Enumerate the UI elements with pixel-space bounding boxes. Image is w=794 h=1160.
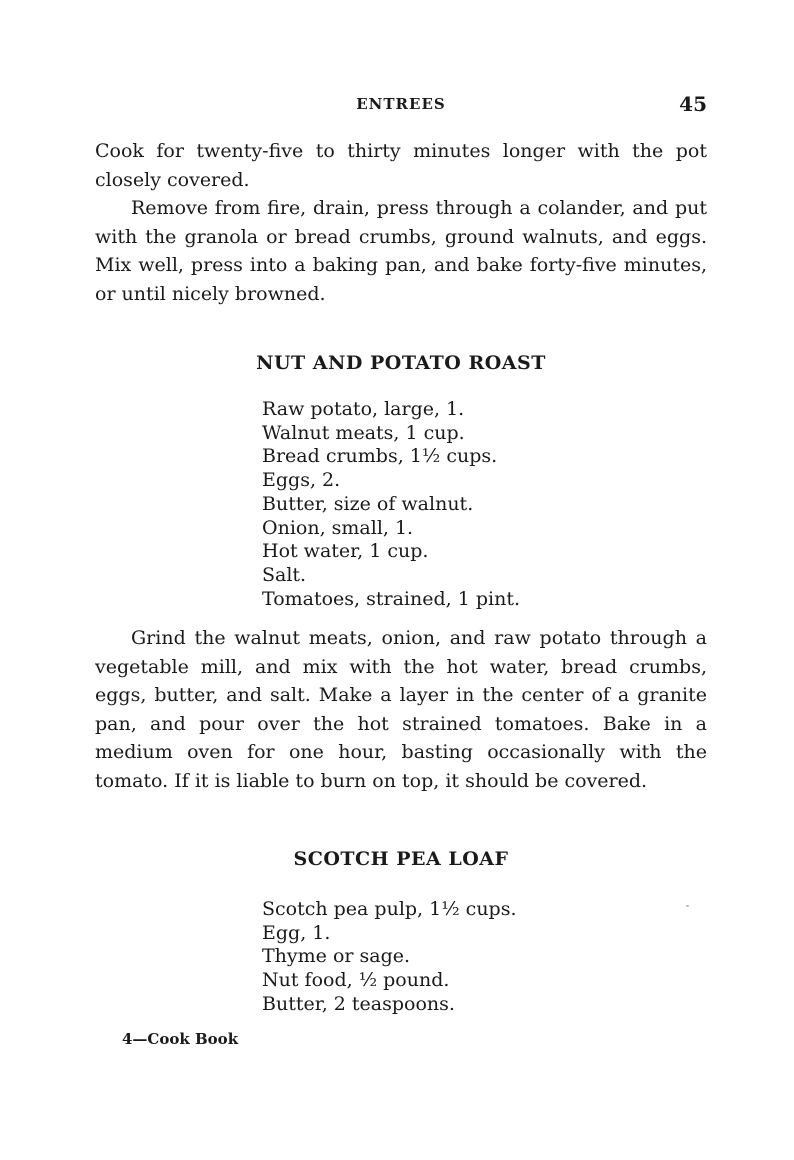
ingredient-list-nut-potato-roast [262, 398, 520, 611]
ingredient-item: Egg, 1. [262, 921, 331, 944]
running-title: ENTREES [356, 95, 446, 113]
recipe-title-scotch-pea-loaf: SCOTCH PEA LOAF [293, 848, 509, 870]
ingredient-item: Onion, small, 1. [262, 516, 414, 539]
ingredient-item: Thyme or sage. [262, 945, 411, 968]
directions-paragraph: Grind the walnut meats, onion, and raw potato through a vegetable mill, and mix with the hot water, bread crumbs, eggs, butter, and salt. Make a layer in the center of a granite pan, and pour over the hot strained tomatoes. Bake in a medium oven for one hour, basting occasionally with the tomato. If it is liable to burn on top, it should be covered. [95, 627, 707, 792]
intro-paragraph-1: Cook for twenty-five to thirty minutes longer with the pot closely covered. [95, 140, 707, 191]
page-number: 45 [679, 92, 707, 116]
recipe-title-nut-potato-roast: NUT AND POTATO ROAST [256, 352, 546, 374]
ingredient-item: Bread crumbs, 1½ cups. [262, 445, 498, 468]
ingredient-item: Butter, 2 teaspoons. [262, 992, 455, 1015]
running-head [95, 92, 707, 120]
ingredient-item: Hot water, 1 cup. [262, 540, 429, 563]
ingredient-item: Eggs, 2. [262, 469, 341, 492]
paper-speck [686, 905, 689, 907]
ingredient-item: Nut food, ½ pound. [262, 969, 450, 992]
ingredient-item: Salt. [262, 563, 307, 586]
ingredient-list-scotch-pea-loaf [262, 898, 517, 1017]
directions-nut-potato-roast [95, 624, 707, 795]
intro-paragraph-2: Remove from fire, drain, press through a colander, and put with the granola or bread crumbs, ground walnuts, and eggs. Mix well, press into a baking pan, and bake forty-five minutes, or until nicely browned. [95, 197, 707, 305]
intro-text [95, 137, 707, 308]
ingredient-item: Scotch pea pulp, 1½ cups. [262, 898, 517, 920]
ingredient-item: Raw potato, large, 1. [262, 398, 465, 420]
ingredient-item: Tomatoes, strained, 1 pint. [262, 587, 521, 610]
ingredient-item: Butter, size of walnut. [262, 492, 474, 515]
signature-mark: 4—Cook Book [122, 1030, 239, 1048]
ingredient-item: Walnut meats, 1 cup. [262, 421, 465, 444]
